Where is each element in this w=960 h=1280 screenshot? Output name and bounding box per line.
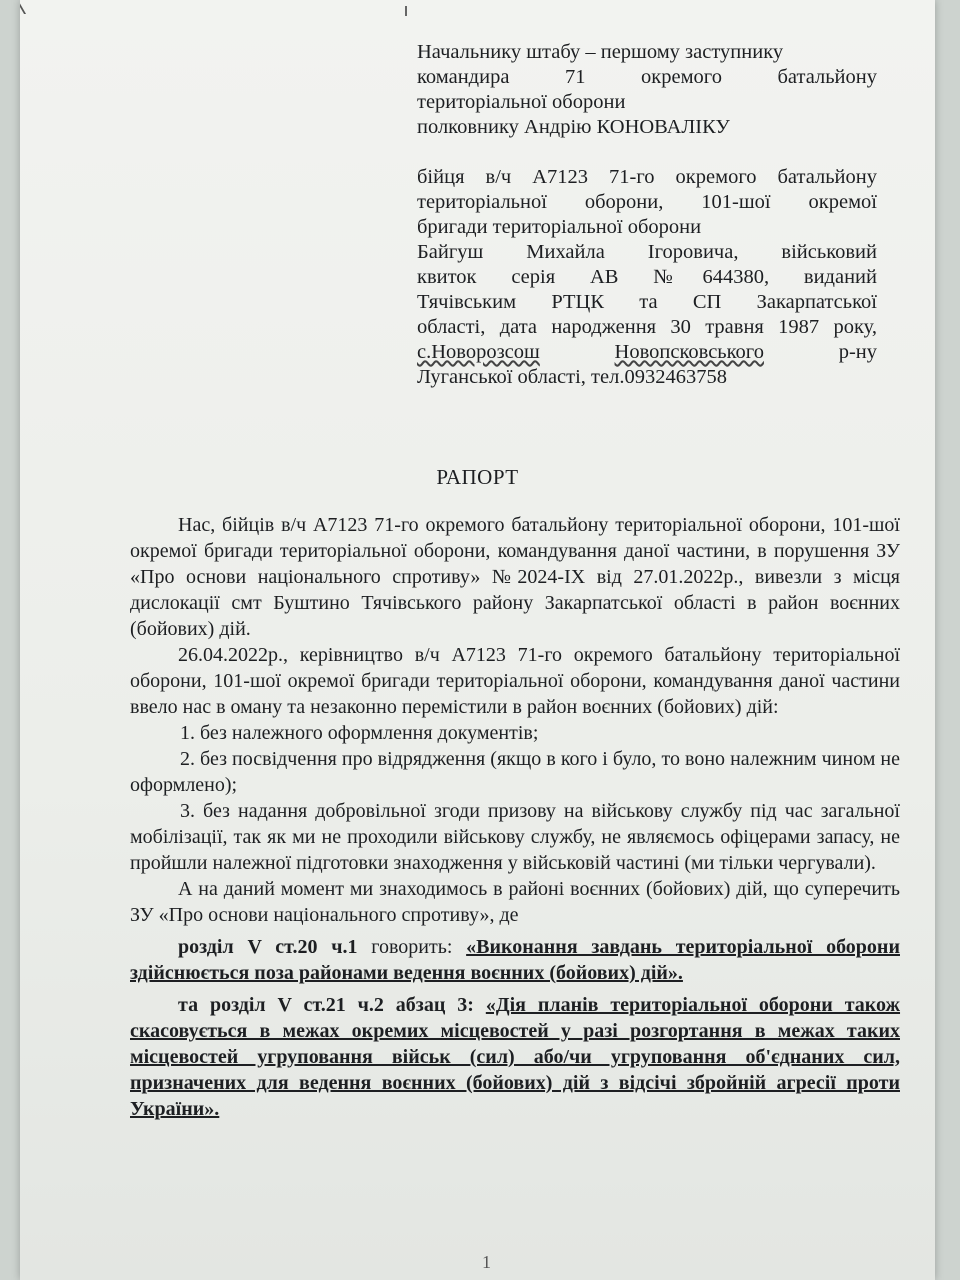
sender-line: Луганської області, тел.0932463758 — [417, 366, 727, 388]
sender-line: квиток серія АВ №644380, виданий — [417, 266, 877, 288]
sender-line — [417, 340, 877, 365]
list-item: 2. без посвідчення про відрядження (якщо в кого і було, то воно належним чином не оформлено); — [130, 748, 900, 796]
document-page — [20, 0, 935, 1280]
sender-line: області, дата народження 30 травня 1987 року, — [417, 316, 877, 338]
page-number: 1 — [482, 1252, 491, 1272]
body-paragraph: Нас, бійців в/ч А7123 71-го окремого батальйону територіальної оборони, 101-шої окремої бригади територіальної оборони, командування даної частини, в порушення ЗУ «Про основи національного спротиву» №2024-IX від 27.01.2022р., вивезли з місця дислокації смт Буштино Тячівського району Закарпатської області в район воєнних (бойових) дій. — [130, 514, 900, 640]
citation-verb: говорить: — [357, 936, 467, 958]
sender-line: бійця в/ч А7123 71-го окремого батальйону — [417, 166, 877, 188]
punch-mark — [405, 6, 407, 16]
district-abbr: р-ну — [838, 341, 877, 363]
law-citation — [130, 934, 900, 986]
body-paragraph: А на даний момент ми знаходимось в районі воєнних (бойових) дій, що суперечить ЗУ «Про основи національного спротиву», де — [130, 878, 900, 926]
body-paragraph: 26.04.2022р., керівництво в/ч А7123 71-го окремого батальйону територіальної оборони, 101-шої окремої бригади територіальної оборони, командування даної частини ввело нас в оману та незаконно перемістили в район воєнних (бойових) дій: — [130, 644, 900, 718]
law-citation — [130, 992, 900, 1122]
list-item: 1. без належного оформлення документів; — [180, 722, 539, 744]
staple-mark — [20, 0, 44, 14]
list-item: 3. без надання добровільної згоди призову на військову службу під час загальної мобілізації, так як ми не проходили військову службу, не являємось офіцерами запасу, не пройшли належної підготовки знаходження у військовій частині (ми тільки чергували). — [130, 800, 900, 874]
addressee-block — [417, 40, 877, 390]
sender-line: бригади територіальної оборони — [417, 216, 702, 238]
addressee-line: територіальної оборони — [417, 91, 626, 113]
sender-line: Байгуш Михайла Ігоровича, військовий — [417, 241, 877, 263]
document-body — [130, 512, 900, 1122]
sender-line: Тячівським РТЦК та СП Закарпатської — [417, 291, 877, 313]
village-name: с.Новорозсош — [417, 341, 540, 363]
addressee-line: командира 71 окремого батальйону — [417, 66, 877, 88]
section-ref: та розділ V ст.21 ч.2 абзац 3: — [178, 994, 474, 1016]
addressee-line: Начальнику штабу – першому заступнику — [417, 41, 784, 63]
law-quote: «Виконання завдань територіальної оборони здійснюється поза районами ведення воєнних (бойових) дій». — [130, 936, 900, 984]
section-ref: розділ V ст.20 ч.1 — [178, 936, 358, 958]
addressee-line: полковнику Андрію КОНОВАЛІКУ — [417, 116, 730, 138]
district-name: Новопсковського — [614, 341, 764, 363]
law-quote: «Дія планів територіальної оборони також скасовується в межах окремих місцевостей у разі розгортання в межах таких місцевостей угруповання військ (сил) або/чи угруповання об'єднаних сил, призначених для ведення воєнних (бойових) дій з відсічі збройній агресії проти України». — [130, 994, 901, 1120]
document-title: РАПОРТ — [436, 465, 519, 489]
sender-line: територіальної оборони, 101-шої окремої — [417, 191, 877, 213]
